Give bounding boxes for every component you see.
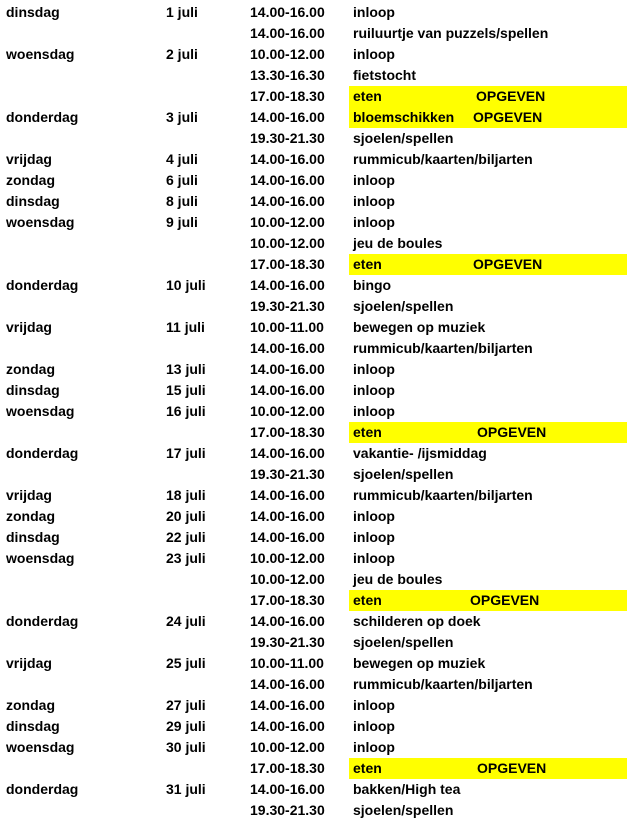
day-cell: dinsdag xyxy=(6,382,60,398)
activity-cell: vakantie- /ijsmiddag xyxy=(353,445,487,461)
schedule-row xyxy=(0,653,637,674)
day-cell: donderdag xyxy=(6,613,79,629)
time-cell: 19.30-21.30 xyxy=(250,130,325,146)
activity-cell: inloop xyxy=(353,508,395,524)
schedule-row xyxy=(0,233,637,254)
time-cell: 19.30-21.30 xyxy=(250,634,325,650)
date-cell: 9 juli xyxy=(166,214,198,230)
schedule-row xyxy=(0,569,637,590)
day-cell: vrijdag xyxy=(6,319,52,335)
activity-cell: inloop xyxy=(353,361,395,377)
day-cell: woensdag xyxy=(6,46,75,62)
activity-cell: jeu de boules xyxy=(353,235,443,251)
schedule-row xyxy=(0,464,637,485)
time-cell: 14.00-16.00 xyxy=(250,277,325,293)
activity-cell: bingo xyxy=(353,277,392,293)
date-cell: 25 juli xyxy=(166,655,206,671)
time-cell: 19.30-21.30 xyxy=(250,466,325,482)
day-cell: zondag xyxy=(6,697,55,713)
date-cell: 29 juli xyxy=(166,718,206,734)
activity-cell: inloop xyxy=(353,382,395,398)
activity-cell: eten xyxy=(353,424,382,440)
time-cell: 17.00-18.30 xyxy=(250,424,325,440)
signup-note: OPGEVEN xyxy=(470,592,540,608)
activity-cell: sjoelen/spellen xyxy=(353,466,454,482)
time-cell: 13.30-16.30 xyxy=(250,67,325,83)
time-cell: 14.00-16.00 xyxy=(250,676,325,692)
schedule-row xyxy=(0,611,637,632)
date-cell: 24 juli xyxy=(166,613,206,629)
date-cell: 11 juli xyxy=(166,319,205,335)
time-cell: 19.30-21.30 xyxy=(250,802,325,818)
time-cell: 10.00-11.00 xyxy=(250,319,324,335)
schedule-row xyxy=(0,44,637,65)
schedule-row xyxy=(0,86,637,107)
schedule-row xyxy=(0,800,637,821)
signup-note: OPGEVEN xyxy=(473,109,543,125)
signup-note: OPGEVEN xyxy=(477,424,547,440)
time-cell: 10.00-12.00 xyxy=(250,550,325,566)
schedule-row xyxy=(0,401,637,422)
date-cell: 4 juli xyxy=(166,151,198,167)
activity-cell: bewegen op muziek xyxy=(353,319,486,335)
schedule-row xyxy=(0,2,637,23)
time-cell: 19.30-21.30 xyxy=(250,298,325,314)
time-cell: 10.00-12.00 xyxy=(250,403,325,419)
time-cell: 14.00-16.00 xyxy=(250,382,325,398)
schedule-row xyxy=(0,359,637,380)
day-cell: zondag xyxy=(6,172,55,188)
date-cell: 15 juli xyxy=(166,382,206,398)
schedule-row xyxy=(0,107,637,128)
time-cell: 14.00-16.00 xyxy=(250,445,325,461)
schedule-row xyxy=(0,338,637,359)
time-cell: 14.00-16.00 xyxy=(250,340,325,356)
activity-cell: inloop xyxy=(353,529,395,545)
date-cell: 13 juli xyxy=(166,361,206,377)
activity-cell: fietstocht xyxy=(353,67,416,83)
time-cell: 17.00-18.30 xyxy=(250,88,325,104)
activity-cell: schilderen op doek xyxy=(353,613,481,629)
time-cell: 14.00-16.00 xyxy=(250,172,325,188)
date-cell: 20 juli xyxy=(166,508,206,524)
time-cell: 17.00-18.30 xyxy=(250,760,325,776)
day-cell: donderdag xyxy=(6,277,79,293)
time-cell: 10.00-12.00 xyxy=(250,214,325,230)
day-cell: donderdag xyxy=(6,109,79,125)
date-cell: 23 juli xyxy=(166,550,206,566)
activity-cell: eten xyxy=(353,256,382,272)
time-cell: 14.00-16.00 xyxy=(250,4,325,20)
time-cell: 14.00-16.00 xyxy=(250,193,325,209)
time-cell: 14.00-16.00 xyxy=(250,529,325,545)
day-cell: dinsdag xyxy=(6,193,60,209)
activity-cell: ruiluurtje van puzzels/spellen xyxy=(353,25,549,41)
activity-cell: rummicub/kaarten/biljarten xyxy=(353,151,533,167)
time-cell: 10.00-12.00 xyxy=(250,46,325,62)
day-cell: zondag xyxy=(6,508,55,524)
schedule-row xyxy=(0,590,637,611)
date-cell: 3 juli xyxy=(166,109,198,125)
time-cell: 14.00-16.00 xyxy=(250,508,325,524)
day-cell: vrijdag xyxy=(6,655,52,671)
activity-cell: rummicub/kaarten/biljarten xyxy=(353,340,533,356)
time-cell: 10.00-11.00 xyxy=(250,655,324,671)
date-cell: 8 juli xyxy=(166,193,198,209)
date-cell: 2 juli xyxy=(166,46,198,62)
time-cell: 14.00-16.00 xyxy=(250,487,325,503)
day-cell: woensdag xyxy=(6,739,75,755)
schedule-row xyxy=(0,23,637,44)
time-cell: 14.00-16.00 xyxy=(250,613,325,629)
day-cell: zondag xyxy=(6,361,55,377)
schedule-row xyxy=(0,149,637,170)
signup-note: OPGEVEN xyxy=(473,256,543,272)
day-cell: woensdag xyxy=(6,403,75,419)
signup-note: OPGEVEN xyxy=(477,760,547,776)
time-cell: 10.00-12.00 xyxy=(250,739,325,755)
activity-cell: jeu de boules xyxy=(353,571,443,587)
time-cell: 14.00-16.00 xyxy=(250,109,325,125)
schedule-row xyxy=(0,65,637,86)
schedule-row xyxy=(0,443,637,464)
activity-cell: rummicub/kaarten/biljarten xyxy=(353,487,533,503)
schedule-row xyxy=(0,506,637,527)
schedule-row xyxy=(0,170,637,191)
schedule-row xyxy=(0,275,637,296)
day-cell: donderdag xyxy=(6,445,79,461)
time-cell: 17.00-18.30 xyxy=(250,256,325,272)
date-cell: 17 juli xyxy=(166,445,206,461)
schedule-row xyxy=(0,548,637,569)
schedule-row xyxy=(0,422,637,443)
schedule-row xyxy=(0,779,637,800)
day-cell: woensdag xyxy=(6,214,75,230)
schedule-row xyxy=(0,695,637,716)
schedule-row xyxy=(0,254,637,275)
date-cell: 1 juli xyxy=(166,4,198,20)
day-cell: dinsdag xyxy=(6,4,60,20)
schedule-row xyxy=(0,380,637,401)
activity-cell: inloop xyxy=(353,172,395,188)
date-cell: 6 juli xyxy=(166,172,198,188)
activity-cell: bewegen op muziek xyxy=(353,655,486,671)
schedule-row xyxy=(0,191,637,212)
activity-cell: inloop xyxy=(353,46,395,62)
activity-cell: sjoelen/spellen xyxy=(353,298,454,314)
day-cell: vrijdag xyxy=(6,151,52,167)
activity-cell: sjoelen/spellen xyxy=(353,802,454,818)
time-cell: 14.00-16.00 xyxy=(250,697,325,713)
time-cell: 14.00-16.00 xyxy=(250,151,325,167)
activity-cell: rummicub/kaarten/biljarten xyxy=(353,676,533,692)
date-cell: 18 juli xyxy=(166,487,206,503)
activity-cell: eten xyxy=(353,88,382,104)
activity-cell: eten xyxy=(353,760,382,776)
schedule-row xyxy=(0,758,637,779)
day-cell: vrijdag xyxy=(6,487,52,503)
activity-cell: sjoelen/spellen xyxy=(353,130,454,146)
time-cell: 10.00-12.00 xyxy=(250,571,325,587)
activity-cell: inloop xyxy=(353,550,395,566)
activity-cell: inloop xyxy=(353,403,395,419)
activity-cell: bakken/High tea xyxy=(353,781,461,797)
date-cell: 16 juli xyxy=(166,403,206,419)
activity-cell: eten xyxy=(353,592,382,608)
time-cell: 10.00-12.00 xyxy=(250,235,325,251)
day-cell: dinsdag xyxy=(6,718,60,734)
activity-cell: bloemschikken xyxy=(353,109,455,125)
time-cell: 14.00-16.00 xyxy=(250,361,325,377)
date-cell: 30 juli xyxy=(166,739,206,755)
schedule-row xyxy=(0,317,637,338)
time-cell: 14.00-16.00 xyxy=(250,718,325,734)
activity-cell: sjoelen/spellen xyxy=(353,634,454,650)
schedule-row xyxy=(0,296,637,317)
time-cell: 14.00-16.00 xyxy=(250,25,325,41)
schedule-row xyxy=(0,674,637,695)
date-cell: 22 juli xyxy=(166,529,206,545)
schedule-row xyxy=(0,128,637,149)
schedule-row xyxy=(0,212,637,233)
day-cell: woensdag xyxy=(6,550,75,566)
schedule-row xyxy=(0,632,637,653)
schedule-row xyxy=(0,527,637,548)
date-cell: 27 juli xyxy=(166,697,206,713)
day-cell: dinsdag xyxy=(6,529,60,545)
date-cell: 31 juli xyxy=(166,781,206,797)
schedule-row xyxy=(0,737,637,758)
activity-cell: inloop xyxy=(353,718,395,734)
activity-cell: inloop xyxy=(353,697,395,713)
signup-note: OPGEVEN xyxy=(476,88,546,104)
schedule-row xyxy=(0,716,637,737)
activity-cell: inloop xyxy=(353,214,395,230)
time-cell: 14.00-16.00 xyxy=(250,781,325,797)
date-cell: 10 juli xyxy=(166,277,206,293)
schedule-row xyxy=(0,485,637,506)
activity-cell: inloop xyxy=(353,193,395,209)
time-cell: 17.00-18.30 xyxy=(250,592,325,608)
activity-cell: inloop xyxy=(353,739,395,755)
activity-cell: inloop xyxy=(353,4,395,20)
day-cell: donderdag xyxy=(6,781,79,797)
